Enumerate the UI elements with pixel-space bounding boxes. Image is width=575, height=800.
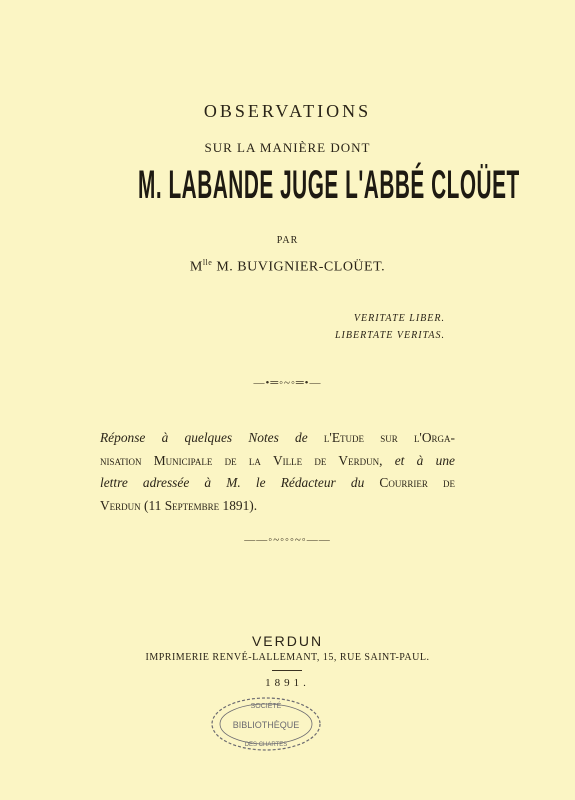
byline-par: PAR xyxy=(276,235,299,246)
imprint-rule xyxy=(272,670,302,671)
imprint-printer: IMPRIMERIE RENVÉ-LALLEMANT, 15, RUE SAINT-PAUL. xyxy=(145,652,430,663)
title-line-3: M. LABANDE JUGE L'ABBÉ CLOÜET xyxy=(138,163,520,207)
author-surname: M. BUVIGNIER-CLOÜET. xyxy=(212,259,386,275)
paragraph-smallcaps-text: Verdun (11 Septembre 1891). xyxy=(100,497,258,513)
paragraph-italic-text: Réponse à quelques Notes de xyxy=(100,430,324,445)
author-prefix: M xyxy=(189,259,203,275)
paragraph-line xyxy=(100,495,455,518)
library-stamp xyxy=(206,694,326,754)
author-name xyxy=(0,258,575,276)
paragraph-italic-text: et à une xyxy=(382,452,455,468)
ornament-divider-bottom: ——◦~◦◦◦~◦—— xyxy=(244,534,331,546)
paragraph-smallcaps-text: l'Etude sur l'Orga- xyxy=(323,430,455,445)
imprint-city: VERDUN xyxy=(251,633,324,649)
description-paragraph xyxy=(100,427,455,517)
author-prefix-sup: lle xyxy=(202,258,213,267)
stamp-top-text: SOCIÉTÉ xyxy=(250,703,282,710)
paragraph-italic-text: lettre adressée à M. le Rédacteur du xyxy=(100,475,380,490)
stamp-bottom-text: DES CHARTES xyxy=(244,742,288,748)
motto-line-2: LIBERTATE VERITAS. xyxy=(334,330,445,341)
paragraph-line xyxy=(100,427,455,450)
stamp-main-text: BIBLIOTHÈQUE xyxy=(232,720,300,730)
paragraph-smallcaps-text: nisation Municipale de la Ville de Verdun, xyxy=(100,452,383,468)
imprint-year: 1891. xyxy=(265,677,310,689)
paragraph-line xyxy=(100,472,455,495)
title-line-2: SUR LA MANIÈRE DONT xyxy=(204,140,371,155)
paragraph-line xyxy=(100,450,455,473)
title-line-1: OBSERVATIONS xyxy=(203,101,372,121)
ornament-divider-top: —•═◦~◦═•— xyxy=(253,377,322,389)
paragraph-smallcaps-text: Courrier de xyxy=(379,475,455,490)
motto-line-1: VERITATE LIBER. xyxy=(353,313,445,324)
